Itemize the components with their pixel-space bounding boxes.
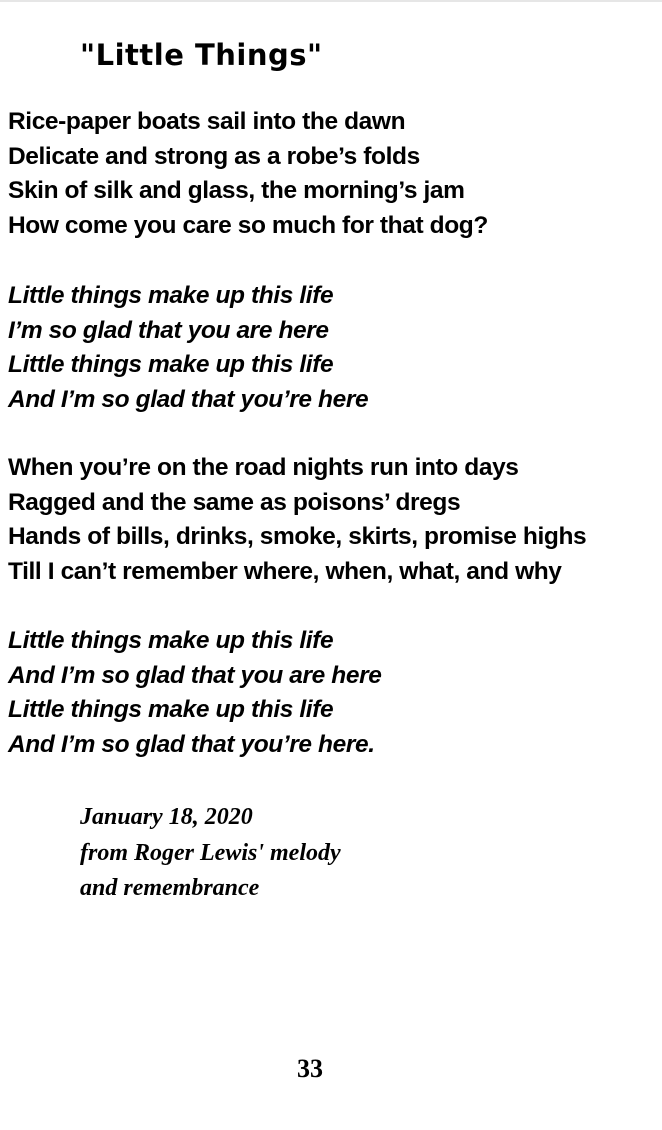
- poem-line: Delicate and strong as a robe’s folds: [8, 142, 420, 170]
- colophon-date: January 18, 2020: [80, 804, 253, 830]
- chorus-line: And I’m so glad that you are here: [8, 661, 382, 689]
- poem-title: "Little Things": [80, 38, 323, 72]
- colophon-credit-continued: and remembrance: [80, 875, 260, 901]
- chorus-line: Little things make up this life: [8, 696, 334, 724]
- chorus-line: And I’m so glad that you’re here: [8, 385, 369, 413]
- page-number: 33: [297, 1054, 323, 1083]
- chorus-line: And I’m so glad that you’re here.: [8, 730, 375, 758]
- colophon: [80, 800, 341, 907]
- poem-line: When you’re on the road nights run into days: [8, 454, 519, 481]
- chorus-line: Little things make up this life: [8, 627, 334, 654]
- poem-line: Till I can’t remember where, when, what, and why: [8, 557, 562, 585]
- poem-line: Skin of silk and glass, the morning’s jam: [8, 177, 465, 205]
- chorus-1: [8, 279, 368, 417]
- top-divider: [0, 0, 662, 2]
- stanza-2: [8, 451, 586, 589]
- chorus-line: Little things make up this life: [8, 282, 334, 309]
- colophon-credit: from Roger Lewis' melody: [80, 839, 341, 866]
- chorus-line: Little things make up this life: [8, 351, 334, 379]
- chorus-2: [8, 624, 381, 762]
- poem-line: Rice-paper boats sail into the dawn: [8, 108, 406, 135]
- stanza-1: [8, 105, 488, 243]
- poem-line: Ragged and the same as poisons’ dregs: [8, 488, 461, 516]
- chorus-line: I’m so glad that you are here: [8, 316, 329, 344]
- poem-line: Hands of bills, drinks, smoke, skirts, promise highs: [8, 523, 587, 551]
- poem-line: How come you care so much for that dog?: [8, 211, 488, 239]
